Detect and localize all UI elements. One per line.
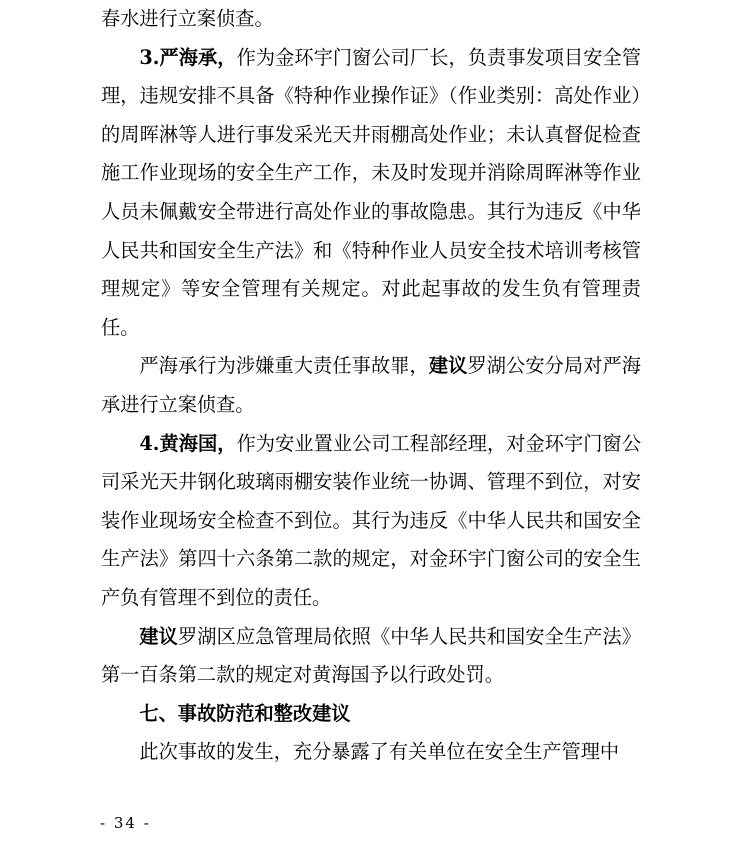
paragraph-text-after: 罗湖公安分局对严海承进行立案侦查。 bbox=[101, 354, 641, 416]
paragraph-lead-bold: 4.黄海国， bbox=[139, 431, 237, 455]
paragraph-text: 作为金环宇门窗公司厂长，负责事发项目安全管理，违规安排不具备《特种作业操作证》（作业类别：高处作业）的周晖淋等人进行事发采光天井雨棚高处作业；未认真督促检查施工作业现场的安全生产工作，未及时发现并消除周晖淋等作业人员未佩戴安全带进行高处作业的事故隐患。其行为违反《中华人民共和国安全生产法》和《特种作业人员安全技术培训考核管理规定》等安全管理有关规定。对此起事故的发生负有管理责任。 bbox=[101, 45, 642, 339]
paragraph-lead-bold: 3.严海承， bbox=[139, 45, 237, 69]
paragraph-text: 罗湖区应急管理局依照《中华人民共和国安全生产法》第一百条第二款的规定对黄海国予以行政处罚。 bbox=[101, 624, 641, 687]
paragraph-yan-haicheng bbox=[101, 39, 641, 348]
paragraph-text: 春水进行立案侦查。 bbox=[101, 7, 274, 30]
page-number: - 34 - bbox=[100, 814, 151, 832]
paragraph-closing bbox=[101, 733, 641, 772]
paragraph-bold-keyword: 建议 bbox=[428, 354, 468, 378]
paragraph-recommendation-police bbox=[101, 347, 641, 424]
document-page bbox=[101, 0, 641, 772]
paragraph-text-before: 严海承行为涉嫌重大责任事故罪， bbox=[139, 354, 429, 378]
paragraph-huang-haiguo bbox=[101, 425, 641, 618]
paragraph-text: 作为安业置业公司工程部经理，对金环宇门窗公司采光天井钢化玻璃雨棚安装作业统一协调、管理不到位，对安装作业现场安全检查不到位。其行为违反《中华人民共和国安全生产法》第四十六条第二款的规定，对金环宇门窗公司的安全生产负有管理不到位的责任。 bbox=[101, 431, 642, 609]
paragraph-lead-bold: 建议 bbox=[139, 624, 178, 648]
paragraph-continuation bbox=[101, 0, 641, 39]
section-heading: 七、事故防范和整改建议 bbox=[139, 701, 351, 725]
paragraph-text: 此次事故的发生，充分暴露了有关单位在安全生产管理中 bbox=[139, 740, 620, 764]
paragraph-recommendation-emergency bbox=[101, 618, 641, 695]
